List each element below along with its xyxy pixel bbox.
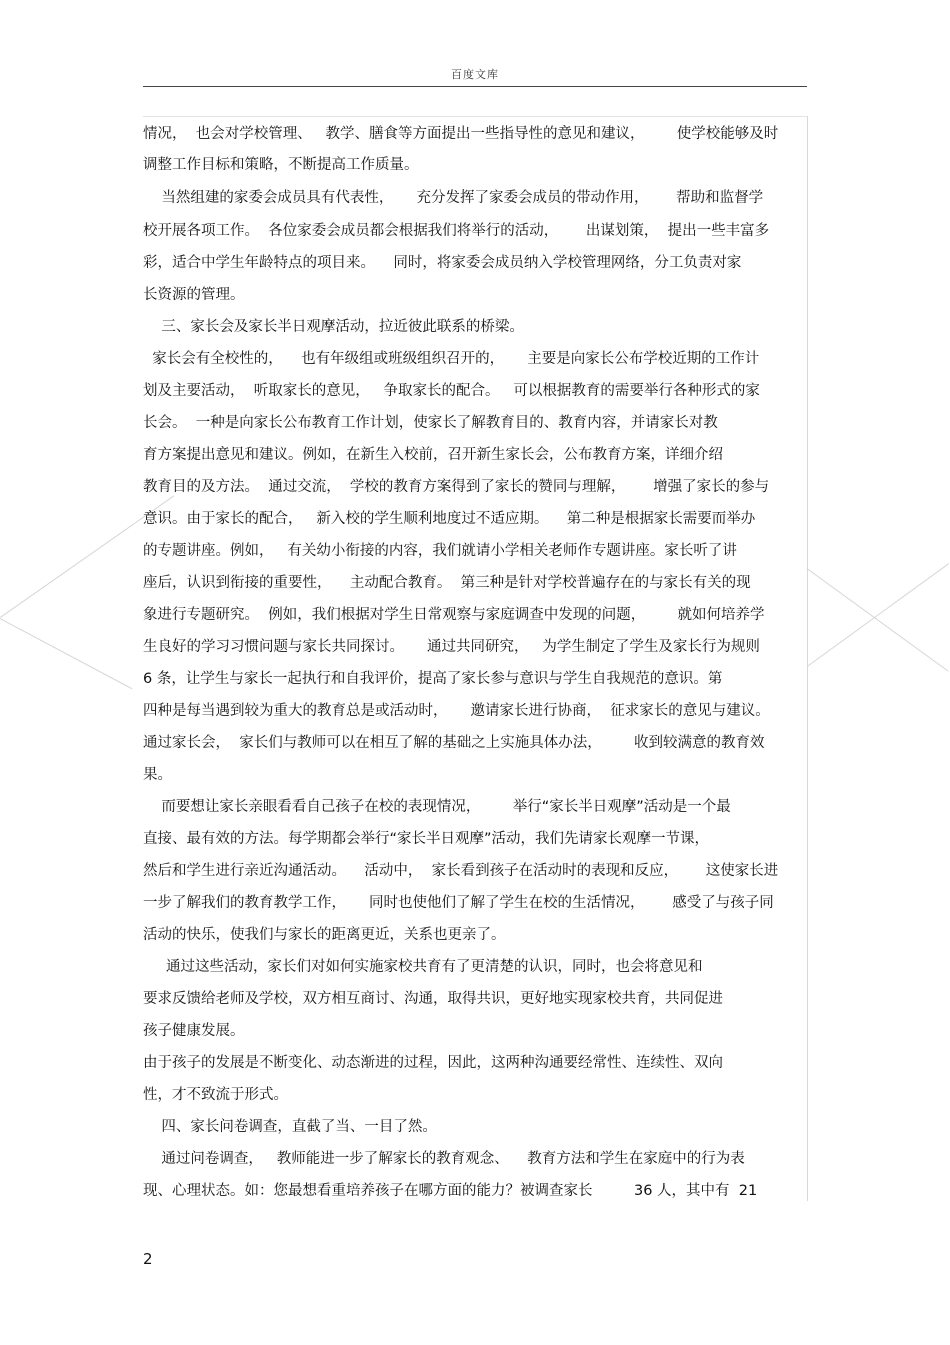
text-line: 当然组建的家委会成员具有代表性， 充分发挥了家委会成员的带动作用， 帮助和监督学: [143, 190, 764, 206]
text-line: 现、心理状态。如：您最想看重培养孩子在哪方面的能力？被调查家长 36 人，其中有 21: [143, 1183, 758, 1199]
text-line: 要求反馈给老师及学校，双方相互商讨、沟通，取得共识，更好地实现家校共育，共同促进: [143, 991, 723, 1007]
text-line: 性，才不致流于形式。: [143, 1087, 288, 1103]
text-line: 活动的快乐，使我们与家长的距离更近，关系也更亲了。: [143, 927, 506, 943]
text-line: 彩，适合中学生年龄特点的项目来。 同时，将家委会成员纳入学校管理网络，分工负责对家: [143, 255, 742, 271]
text-line: 意识。由于家长的配合， 新入校的学生顺利地度过不适应期。 第二种是根据家长需要而举办: [143, 511, 756, 527]
text-line: 校开展各项工作。 各位家委会成员都会根据我们将举行的活动， 出谋划策， 提出一些丰富多: [143, 223, 770, 239]
page-number: 2: [143, 1250, 153, 1268]
text-line: 通过问卷调查， 教师能进一步了解家长的教育观念、 教育方法和学生在家庭中的行为表: [143, 1151, 745, 1167]
text-line: 然后和学生进行亲近沟通活动。 活动中， 家长看到孩子在活动时的表现和反应， 这使家长进: [143, 863, 779, 879]
text-line: 象进行专题研究。 例如，我们根据对学生日常观察与家庭调查中发现的问题， 就如何培养学: [143, 607, 765, 623]
text-line: 而要想让家长亲眼看看自己孩子在校的表现情况， 举行“家长半日观摩”活动是一个最: [143, 799, 731, 815]
text-line: 6 条，让学生与家长一起执行和自我评价，提高了家长参与意识与学生自我规范的意识。第: [143, 671, 723, 687]
text-line: 划及主要活动， 听取家长的意见， 争取家长的配合。 可以根据教育的需要举行各种形式的家: [143, 383, 760, 399]
page-header-title: 百度文库: [451, 68, 499, 81]
text-line: 直接、最有效的方法。每学期都会举行“家长半日观摩”活动，我们先请家长观摩一节课，: [143, 831, 710, 847]
text-line: 长资源的管理。: [143, 287, 245, 303]
text-line: 四、家长问卷调查，直截了当、一目了然。: [143, 1119, 437, 1135]
background-diagonal-line: [806, 568, 948, 672]
text-line: 座后，认识到衔接的重要性， 主动配合教育。 第三种是针对学校普遍存在的与家长有关的现: [143, 575, 751, 591]
text-line: 一步了解我们的教育教学工作， 同时也使他们了解了学生在校的生活情况， 感受了与孩子同: [143, 895, 774, 911]
text-line: 四种是每当遇到较为重大的教育总是或活动时， 邀请家长进行协商， 征求家长的意见与建议。: [143, 703, 770, 719]
text-line: 孩子健康发展。: [143, 1023, 245, 1039]
text-line: 生良好的学习习惯问题与家长共同探讨。 通过共同研究， 为学生制定了学生及家长行为规则: [143, 639, 760, 655]
text-line: 家长会有全校性的， 也有年级组或班级组织召开的， 主要是向家长公布学校近期的工作计: [143, 351, 760, 367]
header-divider: [143, 86, 807, 87]
text-line: 三、家长会及家长半日观摩活动，拉近彼此联系的桥梁。: [143, 319, 524, 335]
background-diagonal-line: [807, 563, 949, 667]
text-line: 果。: [143, 767, 172, 783]
background-diagonal-line: [0, 618, 132, 689]
text-line: 通过家长会， 家长们与教师可以在相互了解的基础之上实施具体办法， 收到较满意的教育效: [143, 735, 765, 751]
text-line: 情况， 也会对学校管理、 教学、膳食等方面提出一些指导性的意见和建议， 使学校能够及时: [143, 126, 779, 142]
text-line: 长会。 一种是向家长公布教育工作计划，使家长了解教育目的、教育内容，并请家长对教: [143, 415, 718, 431]
text-line: 教育目的及方法。 通过交流， 学校的教育方案得到了家长的赞同与理解， 增强了家长的参与: [143, 479, 770, 495]
text-line: 育方案提出意见和建议。例如，在新生入校前，召开新生家长会，公布教育方案，详细介绍: [143, 447, 723, 463]
text-line: 通过这些活动，家长们对如何实施家校共育有了更清楚的认识，同时，也会将意见和: [143, 959, 703, 975]
text-line: 的专题讲座。例如， 有关幼小衔接的内容，我们就请小学相关老师作专题讲座。家长听了讲: [143, 543, 737, 559]
text-line: 调整工作目标和策略，不断提高工作质量。: [143, 157, 419, 173]
text-line: 由于孩子的发展是不断变化、动态渐进的过程，因此，这两种沟通要经常性、连续性、双向: [143, 1055, 723, 1071]
